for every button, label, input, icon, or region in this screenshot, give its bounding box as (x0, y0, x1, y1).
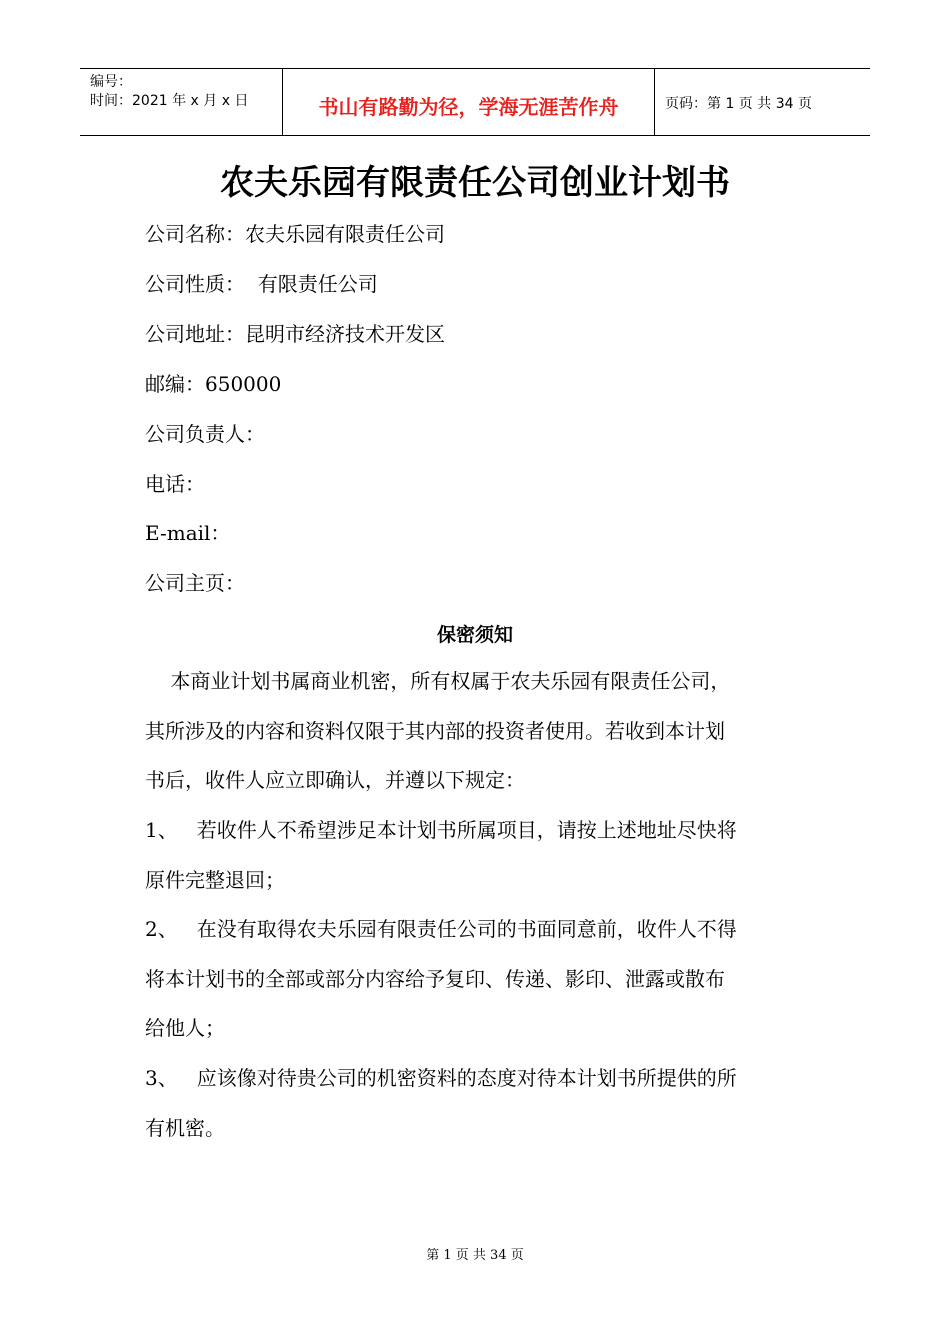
confidential-heading: 保密须知 (436, 624, 513, 646)
field-homepage: 公司主页： (145, 571, 245, 595)
confidential-item-3 (145, 1054, 825, 1153)
confidential-item-1 (145, 806, 825, 905)
field-person-in-charge: 公司负责人： (145, 422, 265, 446)
paragraph-line: 2、 在没有取得农夫乐园有限责任公司的书面同意前，收件人不得 (145, 917, 737, 941)
header-page-info: 页码：第 1 页 共 34 页 (665, 96, 812, 112)
page-header (80, 68, 870, 136)
confidential-intro (145, 657, 825, 806)
document-title: 农夫乐园有限责任公司创业计划书 (220, 163, 730, 203)
page-footer: 第 1 页 共 34 页 (426, 1248, 524, 1263)
confidential-item-2 (145, 905, 825, 1054)
paragraph-line: 给他人； (145, 1016, 225, 1040)
paragraph-line: 原件完整退回； (145, 867, 285, 892)
field-postcode: 邮编：650000 (145, 372, 282, 396)
paragraph-line: 有机密。 (145, 1115, 225, 1140)
header-meta (80, 69, 282, 135)
field-company-name: 公司名称：农夫乐园有限责任公司 (145, 222, 445, 246)
paragraph-line: 书后，收件人应立即确认，并遵以下规定： (145, 768, 525, 792)
paragraph-line: 将本计划书的全部或部分内容给予复印、传递、影印、泄露或散布 (145, 966, 725, 991)
field-company-address: 公司地址：昆明市经济技术开发区 (145, 322, 445, 346)
paragraph-line: 3、 应该像对待贵公司的机密资料的态度对待本计划书所提供的所 (145, 1066, 737, 1090)
paragraph-line: 本商业计划书属商业机密，所有权属于农夫乐园有限责任公司， (145, 669, 731, 693)
paragraph-line: 其所涉及的内容和资料仅限于其内部的投资者使用。若收到本计划 (145, 718, 725, 743)
header-date-label: 时间：2021 年 x 月 x 日 (90, 93, 249, 109)
paragraph-line: 1、 若收件人不希望涉足本计划书所属项目，请按上述地址尽快将 (145, 818, 737, 842)
field-email: E-mail： (145, 521, 231, 545)
field-phone: 电话： (145, 472, 205, 496)
field-company-type: 公司性质： 有限责任公司 (145, 272, 378, 296)
header-number-label: 编号： (90, 74, 132, 90)
header-motto: 书山有路勤为径，学海无涯苦作舟 (282, 69, 655, 135)
